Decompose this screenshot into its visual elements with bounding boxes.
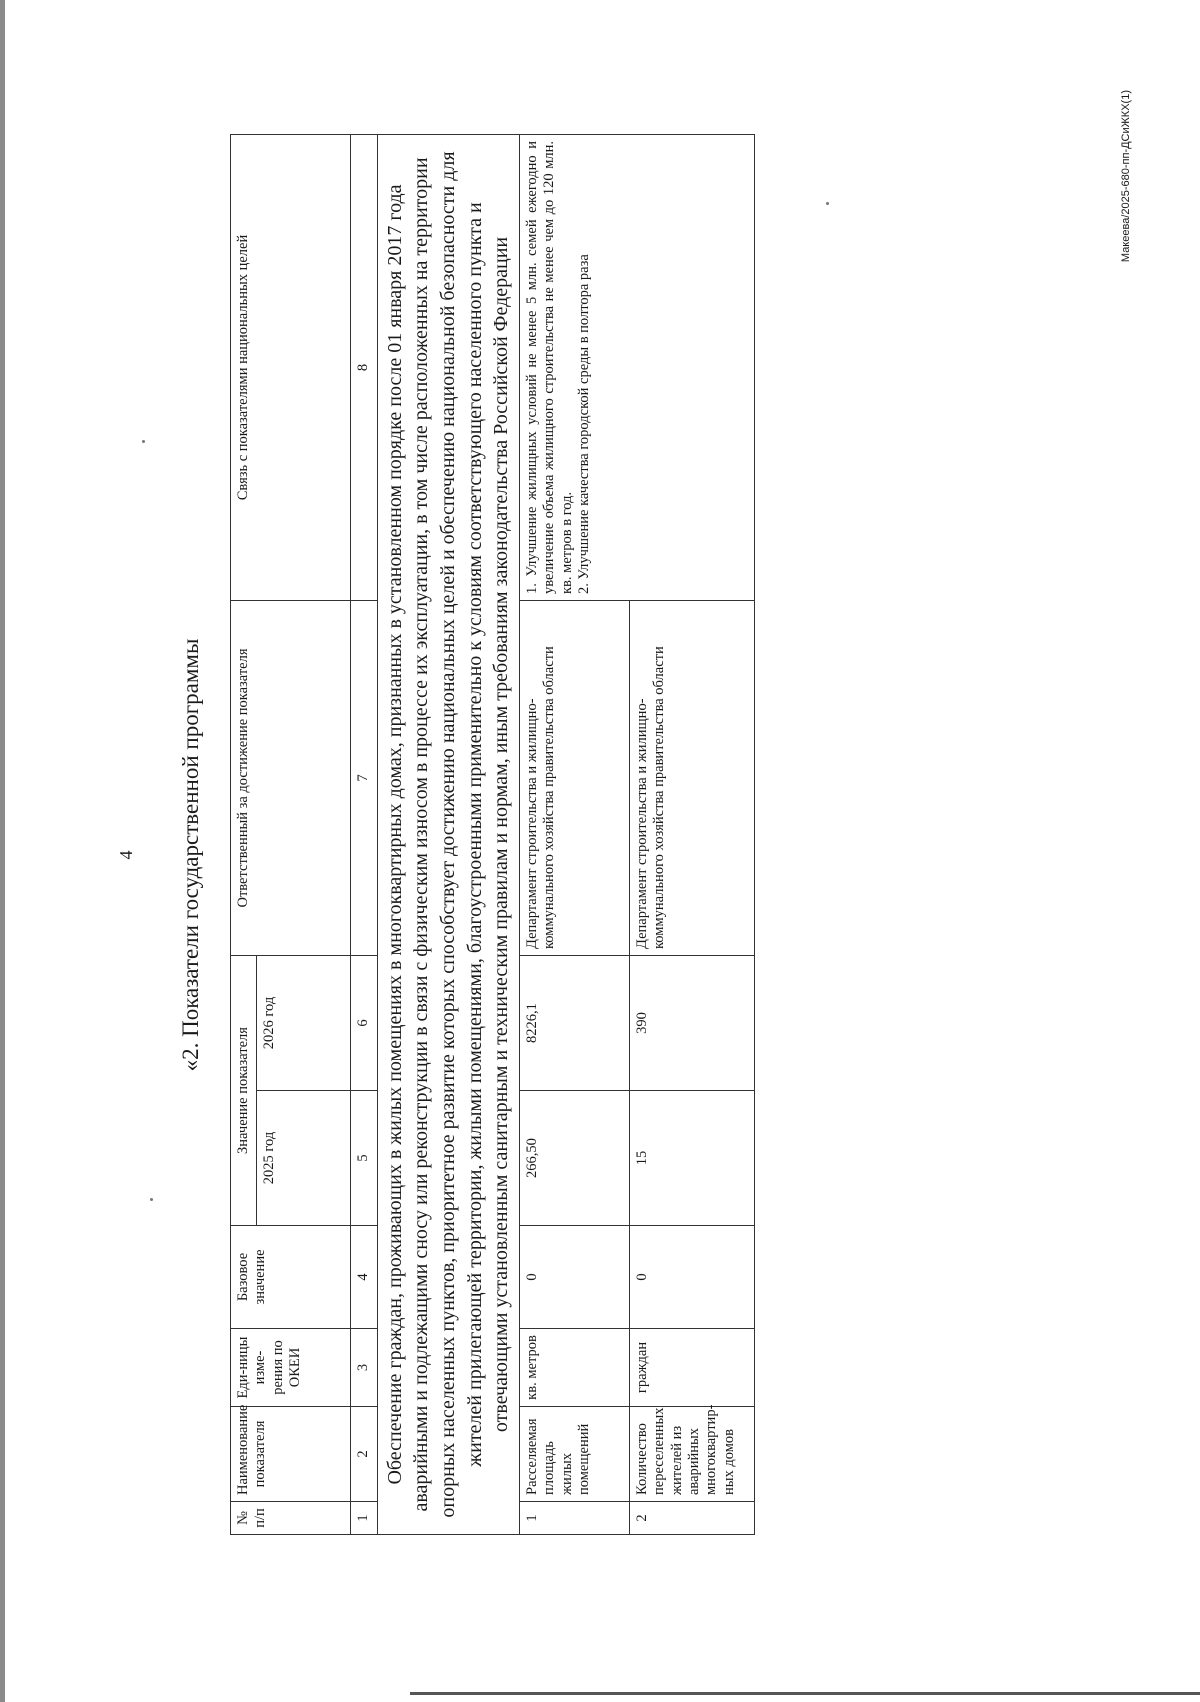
- header-num: № п/п: [231, 1502, 351, 1535]
- row-national-link: [519, 135, 754, 601]
- scan-left-edge: [0, 0, 5, 1702]
- header-base: Базовое значение: [231, 1226, 351, 1329]
- header-2025: 2025 год: [257, 1091, 351, 1226]
- header-responsible: Ответственный за достижение показателя: [231, 601, 351, 956]
- col-number: 7: [351, 601, 377, 956]
- page-number: 4: [116, 850, 136, 860]
- col-number: 1: [351, 1502, 377, 1535]
- header-row: [231, 135, 257, 1535]
- col-number: 5: [351, 1091, 377, 1226]
- rotated-page: [110, 90, 1140, 1620]
- header-name: Наименование показателя: [231, 1407, 351, 1502]
- national-link-item: 1. Улучшение жилищных условий не менее 5 млн. семей ежегодно и увеличение объема жилищного строительства не менее чем до 120 млн. кв. метров в год.: [523, 141, 575, 594]
- goal-text: Обеспечение граждан, проживающих в жилых помещениях в многоквартирных домах, признанных в установленном порядке после 01 января 2017 года аварийными и подлежащими сносу или реконструкции в связи с физическим износом в процессе их эксплуатации, в том числе расположенных на территории опорных населенных пунктов, приоритетное развитие которых способствует достижению национальных целей и обеспечению национальной безопасности для жителей прилегающей территории, жилыми помещениями, благоустроенными применительно к условиям соответствующего населенного пункта и отвечающими установленным санитарным и техническим правилам и нормам, иным требованиям законодательства Российской Федерации: [377, 135, 519, 1535]
- header-unit: Еди-ницы изме-рения по ОКЕИ: [231, 1329, 351, 1407]
- row-responsible: Департамент строительства и жилищно-коммунального хозяйства правительства области: [629, 601, 754, 956]
- row-2026: 8226,1: [519, 956, 629, 1091]
- header-link: Связь с показателями национальных целей: [231, 135, 351, 601]
- national-link-item: 2. Улучшение качества городской среды в полтора раза: [575, 254, 592, 594]
- scan-bottom-edge: [410, 1692, 1200, 1695]
- header-value-group: Значение показателя: [231, 956, 257, 1226]
- row-2025: 266,50: [519, 1091, 629, 1226]
- row-unit: граждан: [629, 1329, 754, 1407]
- row-name: Расселяемая площадь жилых помещений: [519, 1407, 629, 1502]
- document-code: Макеева/2025-680-пп-ДСиЖКХ(1): [1120, 90, 1132, 263]
- row-num: 1: [519, 1502, 629, 1535]
- row-name: Количество переселенных жителей из аварийных многоквартир-ных домов: [629, 1407, 754, 1502]
- col-number: 4: [351, 1226, 377, 1329]
- row-2026: 390: [629, 956, 754, 1091]
- row-responsible: Департамент строительства и жилищно-коммунального хозяйства правительства области: [519, 601, 629, 956]
- goal-row: [377, 135, 519, 1535]
- row-num: 2: [629, 1502, 754, 1535]
- row-2025: 15: [629, 1091, 754, 1226]
- row-base: 0: [629, 1226, 754, 1329]
- col-number: 2: [351, 1407, 377, 1502]
- section-title: «2. Показатели государственной программы: [178, 638, 203, 1072]
- column-number-row: [351, 135, 377, 1535]
- table-row: [519, 135, 629, 1535]
- col-number: 8: [351, 135, 377, 601]
- col-number: 3: [351, 1329, 377, 1407]
- row-base: 0: [519, 1226, 629, 1329]
- row-unit: кв. метров: [519, 1329, 629, 1407]
- header-2026: 2026 год: [257, 956, 351, 1091]
- col-number: 6: [351, 956, 377, 1091]
- indicators-table: [230, 134, 755, 1535]
